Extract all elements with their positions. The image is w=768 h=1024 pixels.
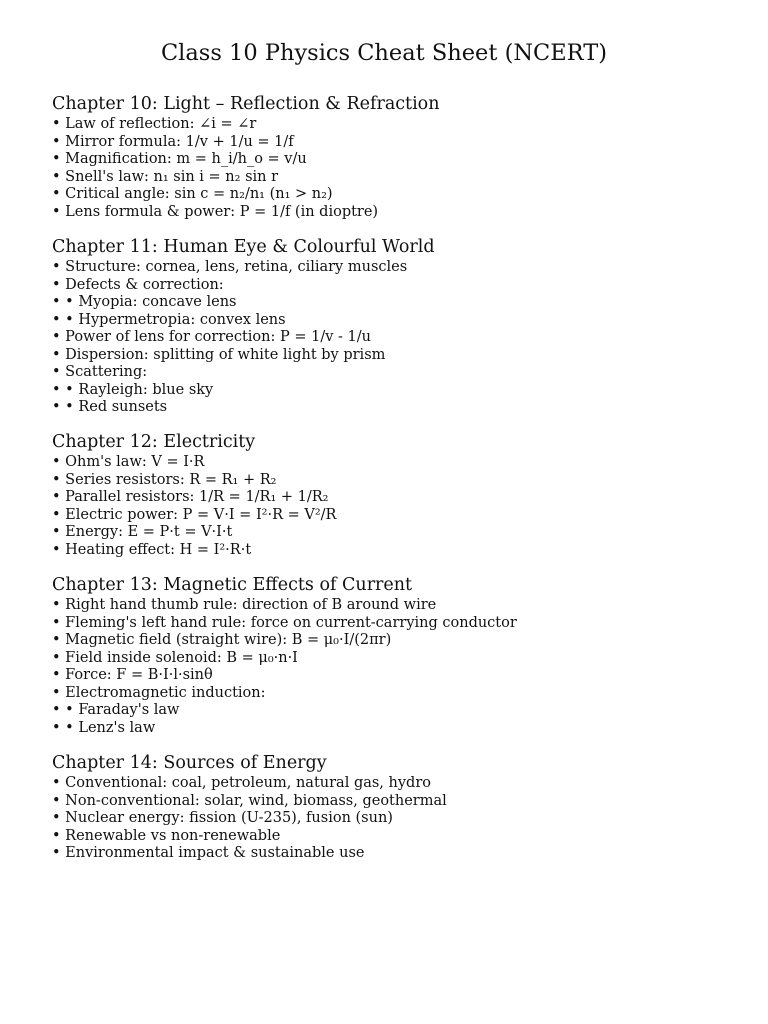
list-item: • • Rayleigh: blue sky [52, 381, 214, 398]
list-item: • Magnetic field (straight wire): B = μ₀·I/(2πr) [52, 632, 392, 648]
list-item: • Magnification: m = h_i/h_o = v/u [52, 151, 307, 167]
list-item: • • Red sunsets [52, 399, 168, 415]
list-item: • • Lenz's law [52, 719, 156, 736]
list-item: • Electric power: P = V·I = I²·R = V²/R [52, 506, 337, 523]
list-item: • Parallel resistors: 1/R = 1/R₁ + 1/R₂ [52, 489, 329, 505]
chapter-heading: Chapter 13: Magnetic Effects of Current [52, 575, 413, 595]
chapter-items-list [52, 775, 752, 863]
chapter-items-list [52, 259, 752, 417]
chapter-11-section [52, 236, 752, 417]
chapter-13-section [52, 574, 752, 737]
chapter-heading: Chapter 11: Human Eye & Colourful World [52, 237, 435, 257]
list-item: • Force: F = B·I·l·sinθ [52, 667, 213, 683]
list-item: • • Myopia: concave lens [52, 294, 237, 310]
chapter-items-list [52, 454, 752, 559]
list-item: • Electromagnetic induction: [52, 684, 266, 701]
chapter-items-list [52, 597, 752, 737]
list-item: • Law of reflection: ∠i = ∠r [52, 116, 257, 132]
chapter-heading: Chapter 12: Electricity [52, 432, 256, 452]
list-item: • Series resistors: R = R₁ + R₂ [52, 471, 277, 488]
list-item: • Renewable vs non-renewable [52, 827, 281, 844]
list-item: • Nuclear energy: fission (U-235), fusion (sun) [52, 810, 393, 826]
chapter-heading: Chapter 10: Light – Reflection & Refraction [52, 94, 440, 114]
list-item: • Energy: E = P·t = V·I·t [52, 524, 233, 540]
list-item: • • Faraday's law [52, 702, 180, 718]
list-item: • Scattering: [52, 364, 148, 380]
list-item: • Critical angle: sin c = n₂/n₁ (n₁ > n₂) [52, 186, 333, 202]
chapter-items-list [52, 116, 752, 221]
list-item: • Right hand thumb rule: direction of B around wire [52, 597, 437, 613]
list-item: • Ohm's law: V = I·R [52, 454, 205, 470]
chapter-10-section [52, 93, 752, 221]
list-item: • Mirror formula: 1/v + 1/u = 1/f [52, 133, 294, 150]
chapter-14-section [52, 752, 752, 863]
list-item: • Field inside solenoid: B = μ₀·n·I [52, 649, 298, 666]
list-item: • Power of lens for correction: P = 1/v - 1/u [52, 329, 371, 345]
list-item: • Lens formula & power: P = 1/f (in dioptre) [52, 203, 379, 220]
list-item: • Non-conventional: solar, wind, biomass, geothermal [52, 792, 447, 809]
chapter-12-section [52, 431, 752, 559]
list-item: • Snell's law: n₁ sin i = n₂ sin r [52, 168, 279, 185]
list-item: • Defects & correction: [52, 276, 224, 293]
list-item: • Dispersion: splitting of white light by prism [52, 346, 386, 363]
chapter-heading: Chapter 14: Sources of Energy [52, 753, 327, 773]
list-item: • Environmental impact & sustainable use [52, 845, 365, 861]
list-item: • • Hypermetropia: convex lens [52, 311, 286, 328]
page-title: Class 10 Physics Cheat Sheet (NCERT) [160, 40, 608, 66]
list-item: • Fleming's left hand rule: force on current-carrying conductor [52, 614, 517, 631]
list-item: • Heating effect: H = I²·R·t [52, 541, 252, 558]
list-item: • Conventional: coal, petroleum, natural gas, hydro [52, 775, 432, 791]
list-item: • Structure: cornea, lens, retina, ciliary muscles [52, 259, 408, 275]
